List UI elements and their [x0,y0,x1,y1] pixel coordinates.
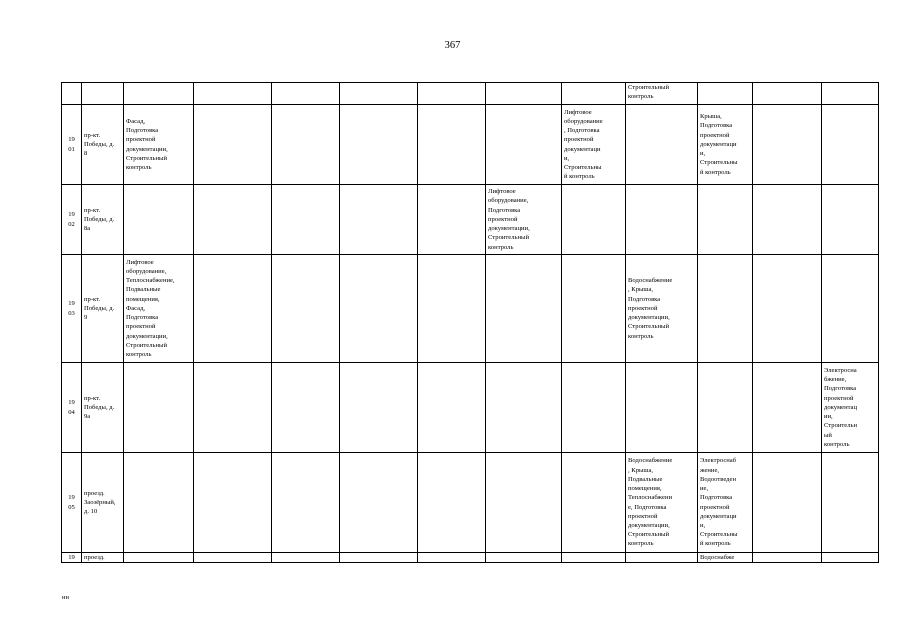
work-cell [340,363,418,453]
work-cell [698,83,753,105]
work-cell [418,83,486,105]
work-cell [340,83,418,105]
row-number: 19 03 [68,300,75,317]
work-text: Электроснаб жение, Водоотведен ие, Подготовка проектной документаци и, Строительны й контроль [700,457,738,548]
address-cell [82,363,124,453]
row-number-cell [62,363,82,453]
work-cell [698,255,753,363]
work-cell [753,255,822,363]
work-cell [418,105,486,185]
work-cell [486,363,562,453]
work-cell [272,553,340,563]
work-cell [194,255,272,363]
work-cell [822,553,879,563]
row-number: 19 [68,554,75,561]
work-cell [753,83,822,105]
work-cell [194,453,272,553]
address-cell [82,105,124,185]
work-cell [562,185,626,255]
table-row [62,255,879,363]
work-cell [124,185,194,255]
address-text: пр-кт. Победы, д. 9а [84,394,115,421]
work-cell [753,553,822,563]
work-cell [272,255,340,363]
work-cell [486,105,562,185]
work-cell [124,453,194,553]
work-text: Электросна бжение, Подготовка проектной документац ии, Строительн ый контроль [824,367,858,448]
work-cell [486,83,562,105]
address-cell [82,553,124,563]
work-cell [698,105,753,185]
address-cell [82,83,124,105]
work-cell [486,453,562,553]
work-cell [486,553,562,563]
work-cell [626,453,698,553]
table-row [62,363,879,453]
work-cell [562,553,626,563]
work-cell [822,453,879,553]
table-row [62,105,879,185]
row-number: 19 02 [68,211,75,228]
work-cell [626,83,698,105]
work-cell [272,363,340,453]
row-number: 19 04 [68,399,75,416]
work-cell [194,105,272,185]
work-text: Водоснабжение , Крыша, Подготовка проектной документации, Строительный контроль [628,277,673,340]
row-number-cell [62,255,82,363]
work-text: Водоснабже [700,554,735,561]
work-cell [562,453,626,553]
work-cell [272,83,340,105]
row-number-cell [62,105,82,185]
work-cell [418,553,486,563]
work-cell [418,453,486,553]
work-cell [124,105,194,185]
work-cell [698,185,753,255]
work-cell [124,83,194,105]
work-cell [418,255,486,363]
work-cell [626,553,698,563]
row-number: 19 01 [68,136,75,153]
work-text: Лифтовое оборудование, Теплоснабжение, Подвальные помещения, Фасад, Подготовка проектной документации, Строительный контроль [126,258,175,358]
work-cell [194,83,272,105]
work-cell [822,255,879,363]
address-text: пр-кт. Победы, д. 8 [84,131,115,158]
work-cell [418,185,486,255]
work-cell [562,363,626,453]
page-number: 367 [444,40,461,51]
table-row [62,453,879,553]
work-cell [562,83,626,105]
work-cell [124,255,194,363]
work-cell [626,255,698,363]
address-text: пр-кт. Победы, д. 9 [84,295,115,322]
work-cell [486,255,562,363]
work-cell [562,105,626,185]
work-cell [753,105,822,185]
work-cell [822,363,879,453]
work-cell [340,553,418,563]
work-cell [340,453,418,553]
work-cell [698,453,753,553]
work-cell [340,105,418,185]
work-cell [822,83,879,105]
work-cell [822,185,879,255]
address-cell [82,453,124,553]
work-cell [418,363,486,453]
work-cell [753,453,822,553]
work-cell [340,255,418,363]
work-cell [124,363,194,453]
work-cell [626,105,698,185]
work-text: Строительный контроль [628,84,669,101]
work-cell [340,185,418,255]
work-cell [698,363,753,453]
work-cell [272,185,340,255]
work-text: Лифтовое оборудование , Подготовка проектной документаци и, Строительны й контроль [564,108,603,181]
row-number-cell [62,83,82,105]
work-cell [753,363,822,453]
work-cell [822,105,879,185]
work-cell [698,553,753,563]
work-text: Лифтовое оборудование, Подготовка проектной документации, Строительный контроль [488,188,530,251]
work-cell [194,363,272,453]
work-cell [272,453,340,553]
work-text: Водоснабжение , Крыша, Подвальные помещения, Теплоснабжени е, Подготовка проектной документации, Строительный контроль [628,457,673,548]
address-text: проезд. [84,554,105,561]
address-text: проезд. Заозёрный, д. 10 [84,489,116,516]
address-text: пр-кт. Победы, д. 8а [84,206,115,233]
repair-schedule-table [61,82,879,563]
work-cell [124,553,194,563]
footer-mark: нн [62,594,69,601]
address-cell [82,255,124,363]
row-number: 19 05 [68,494,75,511]
work-cell [562,255,626,363]
work-cell [626,363,698,453]
table-row [62,553,879,563]
work-cell [753,185,822,255]
address-cell [82,185,124,255]
table-row [62,185,879,255]
row-number-cell [62,553,82,563]
row-number-cell [62,185,82,255]
work-text: Фасад, Подготовка проектной документации, Строительный контроль [126,117,168,171]
work-text: Крыша, Подготовка проектной документаци и, Строительны й контроль [700,113,738,176]
work-cell [486,185,562,255]
row-number-cell [62,453,82,553]
work-cell [194,185,272,255]
work-cell [194,553,272,563]
table-row [62,83,879,105]
work-cell [272,105,340,185]
work-cell [626,185,698,255]
